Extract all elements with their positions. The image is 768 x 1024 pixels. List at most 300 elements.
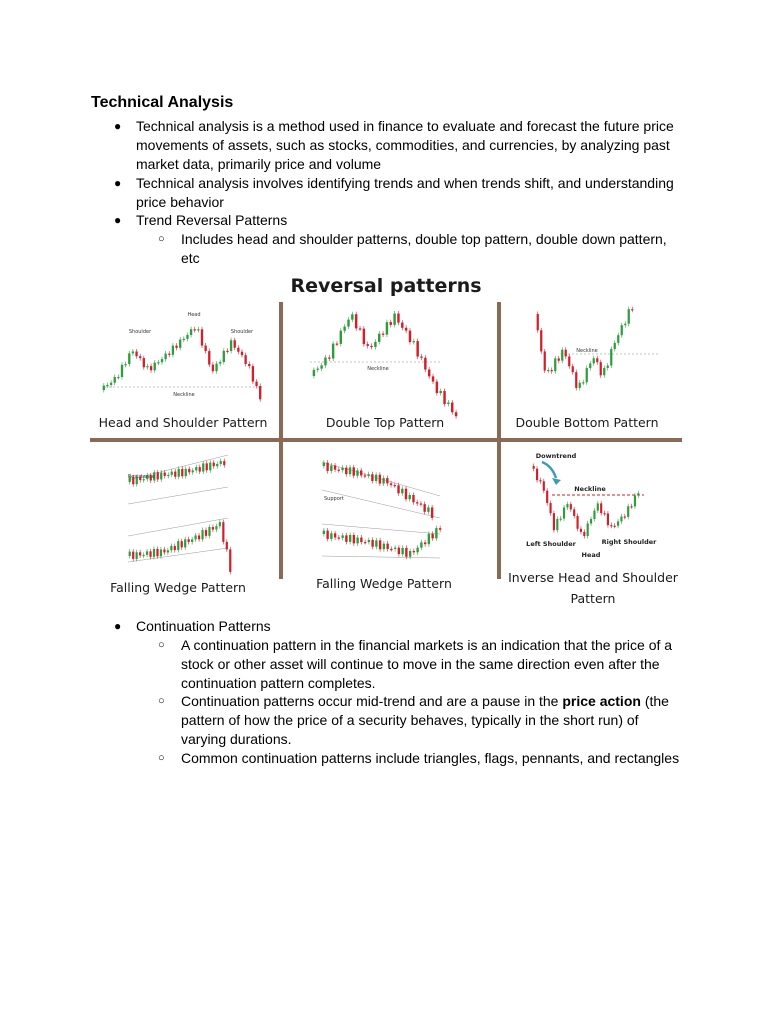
candle-body xyxy=(586,368,588,382)
candle-body xyxy=(216,464,218,466)
sub-bullet-continuation-definition xyxy=(158,636,681,693)
candle-body xyxy=(153,549,155,557)
candle-body xyxy=(178,469,180,477)
candle-body xyxy=(244,355,246,364)
candle-body xyxy=(146,551,148,555)
candle-body xyxy=(547,370,549,371)
candle-body xyxy=(174,546,176,550)
double-bottom-chart xyxy=(537,307,660,391)
candle-body xyxy=(219,362,221,364)
sub-bullet-text: Includes head and shoulder patterns, double top pattern, double down pattern, etc xyxy=(181,231,667,266)
candle-body xyxy=(637,493,639,495)
candle-body xyxy=(106,385,108,386)
candle-body xyxy=(324,357,326,365)
candle-body xyxy=(192,470,194,472)
candle-body xyxy=(382,334,384,335)
candle-body xyxy=(549,503,551,513)
candle-body xyxy=(379,475,381,484)
caption-double-bottom: Double Bottom Pattern xyxy=(515,415,659,430)
candle-body xyxy=(359,328,361,329)
bullet-dot: ● xyxy=(114,619,122,633)
sub-bullet-circle: ○ xyxy=(158,695,165,707)
candle-body xyxy=(150,366,152,370)
candle-body xyxy=(580,529,582,532)
candle-body xyxy=(416,502,418,503)
candle-body xyxy=(185,469,187,476)
caption-head-shoulder: Head and Shoulder Pattern xyxy=(98,415,268,430)
sub-bullet-text-post: (the pattern of how the price of a security behaves, typically in the short run) of varying durations. xyxy=(181,693,669,747)
candle-body xyxy=(367,474,369,476)
candle-body xyxy=(451,403,453,413)
candle-body xyxy=(624,517,626,518)
candle-body xyxy=(587,523,589,536)
candle-body xyxy=(533,466,535,469)
candle-body xyxy=(184,539,186,547)
candle-body xyxy=(394,485,396,486)
candle-body xyxy=(363,329,365,344)
candle-body xyxy=(345,468,347,475)
candle-body xyxy=(117,377,119,378)
double-top-chart xyxy=(310,311,457,419)
candle-body xyxy=(157,362,159,363)
candle-body xyxy=(229,549,231,571)
candle-body xyxy=(209,463,211,471)
bullet-continuation xyxy=(114,617,681,636)
candle-body xyxy=(371,474,373,481)
candle-body xyxy=(424,542,426,544)
candle-body xyxy=(621,325,623,335)
candle-body xyxy=(129,552,131,556)
candle-body xyxy=(219,522,221,526)
candle-body xyxy=(366,344,368,346)
candle-body xyxy=(191,539,193,542)
candle-body xyxy=(336,344,338,345)
candle-body xyxy=(188,539,190,542)
label-neckline: Neckline xyxy=(173,392,195,398)
candle-body xyxy=(343,327,345,331)
candle-body xyxy=(398,548,400,554)
candle-body xyxy=(212,527,214,530)
candle-body xyxy=(556,519,558,530)
candle-body xyxy=(428,370,430,377)
candle-body xyxy=(620,517,622,522)
arrow-head-icon xyxy=(552,478,561,485)
candle-body xyxy=(597,503,599,510)
candle-body xyxy=(378,334,380,342)
candle-body xyxy=(206,463,208,470)
candle-body xyxy=(179,340,181,348)
candle-body xyxy=(223,461,225,465)
candle-body xyxy=(356,538,358,544)
candle-body xyxy=(416,548,418,553)
candle-body xyxy=(149,551,151,557)
candle-body xyxy=(375,540,377,546)
candle-body xyxy=(397,485,399,493)
candle-body xyxy=(401,323,403,328)
candle-body xyxy=(634,495,636,506)
candle-body xyxy=(590,519,592,523)
candle-body xyxy=(568,356,570,366)
candle-body xyxy=(409,551,411,557)
candle-body xyxy=(168,354,170,355)
candle-body xyxy=(103,386,105,390)
candle-body xyxy=(627,506,629,517)
candle-body xyxy=(124,364,126,365)
candle-body xyxy=(213,463,215,467)
wedge-line xyxy=(322,490,440,518)
candle-body xyxy=(536,469,538,480)
candle-body xyxy=(186,335,188,339)
candle-body xyxy=(386,478,388,483)
candle-body xyxy=(136,552,138,559)
candle-body xyxy=(241,352,243,355)
caption-inverse-hs-line2: Pattern xyxy=(570,591,616,606)
candle-body xyxy=(248,364,250,366)
candles xyxy=(313,311,458,419)
candle-body xyxy=(424,358,426,370)
reversal-patterns-figure xyxy=(90,266,682,612)
sub-bullet-circle: ○ xyxy=(158,752,165,764)
head-shoulder-chart xyxy=(103,312,262,402)
candle-body xyxy=(121,365,123,377)
candle-body xyxy=(212,365,214,372)
candle-body xyxy=(443,391,445,404)
candle-body xyxy=(194,535,196,539)
candle-body xyxy=(181,541,183,547)
candle-body xyxy=(323,463,325,466)
sub-bullet-continuation-common xyxy=(158,749,681,768)
candle-body xyxy=(199,467,201,471)
candles xyxy=(103,327,262,402)
candle-body xyxy=(386,322,388,335)
candle-body xyxy=(431,507,433,517)
candle-body xyxy=(160,473,162,480)
candle-body xyxy=(345,535,347,542)
candle-body xyxy=(375,475,377,481)
candle-body xyxy=(230,340,232,351)
candle-body xyxy=(353,467,355,475)
candle-body xyxy=(631,309,633,310)
candle-body xyxy=(334,465,336,469)
downtrend-arrow-icon xyxy=(542,462,556,478)
candle-body xyxy=(401,489,403,494)
candle-body xyxy=(401,548,403,554)
candle-body xyxy=(320,365,322,368)
bullet-trends xyxy=(114,174,681,212)
label-head: Head xyxy=(187,312,201,318)
bullet-definition xyxy=(114,117,681,174)
label-downtrend: Downtrend xyxy=(535,452,577,460)
sub-bullet-text-bold: price action xyxy=(562,693,641,709)
candle-body xyxy=(215,526,217,529)
candles xyxy=(323,460,442,559)
candle-body xyxy=(455,412,457,416)
caption-inverse-hs-line1: Inverse Head and Shoulder xyxy=(508,570,678,585)
candle-body xyxy=(208,527,210,536)
candle-body xyxy=(334,533,336,537)
candle-body xyxy=(161,359,163,362)
candle-body xyxy=(205,530,207,536)
bullet-text: Trend Reversal Patterns xyxy=(136,212,288,228)
candle-body xyxy=(252,366,254,382)
candle-body xyxy=(349,467,351,474)
candle-body xyxy=(364,542,366,543)
candle-body xyxy=(543,481,545,490)
candle-body xyxy=(234,340,236,347)
candle-body xyxy=(600,503,602,513)
candle-body xyxy=(405,328,407,331)
candle-body xyxy=(146,366,148,367)
candle-body xyxy=(323,531,325,534)
candle-body xyxy=(600,362,602,375)
candle-body xyxy=(341,535,343,538)
candle-body xyxy=(435,528,437,538)
bullet-dot: ● xyxy=(114,119,122,133)
candle-body xyxy=(128,353,130,364)
candle-body xyxy=(259,386,261,399)
candle-body xyxy=(188,469,190,472)
candle-body xyxy=(563,507,565,518)
candle-body xyxy=(332,344,334,359)
candle-body xyxy=(177,541,179,550)
candle-body xyxy=(174,472,176,477)
candle-body xyxy=(382,478,384,484)
candle-body xyxy=(317,369,319,370)
candle-body xyxy=(175,346,177,348)
candle-body xyxy=(338,537,340,538)
candle-body xyxy=(195,467,197,470)
candle-body xyxy=(589,363,591,368)
candle-body xyxy=(355,314,357,328)
sub-bullet-circle: ○ xyxy=(158,639,165,651)
candle-body xyxy=(423,504,425,512)
candle-body xyxy=(540,330,542,351)
candle-body xyxy=(420,542,422,547)
candle-body xyxy=(156,549,158,556)
candle-body xyxy=(558,358,560,360)
candle-body xyxy=(163,549,165,552)
candle-body xyxy=(579,383,581,388)
candle-body xyxy=(328,357,330,358)
candle-body xyxy=(390,549,392,550)
candle-body xyxy=(341,468,343,470)
candle-body xyxy=(420,503,422,504)
caption-double-top: Double Top Pattern xyxy=(325,415,445,430)
candle-body xyxy=(539,480,541,481)
sub-bullet-text-pre: Continuation patterns occur mid-trend and are a pause in the xyxy=(181,693,563,709)
candle-body xyxy=(142,555,144,556)
candle-body xyxy=(582,382,584,383)
candle-body xyxy=(347,320,349,327)
candle-body xyxy=(132,351,134,353)
candle-body xyxy=(439,391,441,393)
candle-body xyxy=(190,329,192,335)
candle-body xyxy=(181,469,183,476)
candle-body xyxy=(413,341,415,342)
candle-body xyxy=(194,329,196,330)
candle-body xyxy=(409,331,411,342)
candle-body xyxy=(572,366,574,372)
sub-bullet-reversal xyxy=(158,230,681,268)
bullet-text: Continuation Patterns xyxy=(136,618,271,634)
candle-body xyxy=(624,324,626,325)
candle-body xyxy=(617,521,619,525)
caption-falling-wedge-1: Falling Wedge Pattern xyxy=(110,580,246,595)
candle-body xyxy=(110,383,112,385)
candle-body xyxy=(215,364,217,372)
candle-body xyxy=(340,331,342,344)
candle-body xyxy=(172,346,174,355)
candle-body xyxy=(561,350,563,361)
candle-body xyxy=(326,531,328,539)
candle-body xyxy=(614,343,616,349)
candle-body xyxy=(593,511,595,519)
candle-body xyxy=(220,461,222,464)
candle-body xyxy=(374,342,376,347)
candle-body xyxy=(565,350,567,357)
candle-body xyxy=(371,540,373,547)
inverse-head-shoulder-chart xyxy=(526,452,657,559)
label-support: Support xyxy=(324,496,344,502)
label-right-shoulder: Right Shoulder xyxy=(601,538,657,546)
candle-body xyxy=(431,534,433,539)
label-neckline: Neckline xyxy=(367,366,389,372)
candle-body xyxy=(603,513,605,514)
candle-body xyxy=(204,346,206,352)
candle-body xyxy=(164,473,166,476)
candle-body xyxy=(413,551,415,552)
candle-body xyxy=(544,351,546,370)
candle-body xyxy=(575,372,577,388)
candle-body xyxy=(226,542,228,550)
candle-body xyxy=(197,329,199,330)
candle-body xyxy=(202,463,204,471)
candle-body xyxy=(416,341,418,356)
label-neckline: Neckline xyxy=(576,348,598,354)
candle-body xyxy=(330,465,332,471)
candles xyxy=(533,464,640,539)
candle-body xyxy=(405,489,407,499)
candle-body xyxy=(383,544,385,550)
candle-body xyxy=(356,470,358,475)
candle-body xyxy=(167,550,169,552)
candle-body xyxy=(201,329,203,345)
candle-body xyxy=(326,463,328,471)
candle-body xyxy=(566,504,568,507)
candle-body xyxy=(412,495,414,502)
candle-body xyxy=(428,534,430,544)
figure-title: Reversal patterns xyxy=(290,275,482,297)
candle-body xyxy=(351,314,353,319)
candle-body xyxy=(570,504,572,509)
candle-body xyxy=(427,507,429,511)
candle-body xyxy=(390,322,392,325)
candle-body xyxy=(394,548,396,549)
candle-body xyxy=(573,509,575,516)
candle-body xyxy=(132,552,134,559)
sub-bullet-circle: ○ xyxy=(158,233,165,245)
candle-body xyxy=(537,314,539,330)
sub-bullet-text: A continuation pattern in the financial markets is an indication that the price of a stock or other asset will continue to move in the same direction even after the continuation pattern completes. xyxy=(181,637,673,691)
candle-body xyxy=(596,358,598,362)
bullet-reversal xyxy=(114,211,681,230)
candle-body xyxy=(226,351,228,352)
candle-body xyxy=(160,549,162,556)
candle-body xyxy=(237,348,239,352)
candle-body xyxy=(607,513,609,525)
candle-body xyxy=(630,506,632,507)
wedge-line xyxy=(128,487,228,504)
label-shoulder-left: Shoulder xyxy=(128,329,152,335)
candle-body xyxy=(157,472,159,479)
candle-body xyxy=(432,376,434,381)
bullet-dot: ● xyxy=(114,213,122,227)
candle-body xyxy=(114,377,116,383)
candle-body xyxy=(353,535,355,543)
bullet-text: Technical analysis involves identifying trends and when trends shift, and understanding price behavior xyxy=(136,175,674,210)
label-head: Head xyxy=(581,551,601,559)
wedge-line xyxy=(322,556,440,558)
candle-body xyxy=(223,351,225,362)
candle-body xyxy=(135,351,137,356)
candle-body xyxy=(368,540,370,542)
candle-body xyxy=(409,495,411,499)
candle-body xyxy=(139,356,141,358)
candle-body xyxy=(393,314,395,325)
candle-body xyxy=(439,528,441,530)
candle-body xyxy=(386,544,388,549)
candle-body xyxy=(607,366,609,368)
wedge-line xyxy=(322,524,440,534)
candle-body xyxy=(390,483,392,485)
candle-body xyxy=(143,358,145,367)
candle-body xyxy=(593,358,595,363)
candle-body xyxy=(167,475,169,476)
candle-body xyxy=(420,357,422,358)
candle-body xyxy=(553,513,555,530)
candle-body xyxy=(360,470,362,475)
candle-body xyxy=(313,370,315,376)
candle-body xyxy=(255,382,257,386)
candle-body xyxy=(171,472,173,475)
label-shoulder-right: Shoulder xyxy=(230,329,254,335)
candle-body xyxy=(576,516,578,529)
candle-body xyxy=(603,368,605,375)
candle-body xyxy=(583,532,585,536)
label-left-shoulder: Left Shoulder xyxy=(526,540,576,548)
candle-body xyxy=(610,349,612,365)
falling-wedge-chart-1 xyxy=(128,455,231,574)
bullet-dot: ● xyxy=(114,176,122,190)
candle-body xyxy=(349,535,351,542)
falling-wedge-chart-2 xyxy=(322,460,441,559)
candle-body xyxy=(170,546,172,550)
candle-body xyxy=(183,339,185,340)
candle-body xyxy=(208,351,210,365)
candle-body xyxy=(614,526,616,527)
candle-body xyxy=(379,540,381,549)
candle-body xyxy=(222,522,224,542)
candle-body xyxy=(397,314,399,323)
candle-body xyxy=(436,382,438,393)
page-heading: Technical Analysis xyxy=(91,94,234,111)
sub-bullet-continuation-midtrend xyxy=(158,692,681,749)
candle-body xyxy=(360,538,362,543)
bullet-text: Technical analysis is a method used in finance to evaluate and forecast the future price movements of assets, such as stocks, commodities, and currencies, by analyzing past market data, primarily price and volume xyxy=(136,118,674,172)
sub-bullet-text: Common continuation patterns include triangles, flags, pennants, and rectangles xyxy=(181,750,680,766)
candle-body xyxy=(551,370,553,371)
candle-body xyxy=(139,552,141,555)
